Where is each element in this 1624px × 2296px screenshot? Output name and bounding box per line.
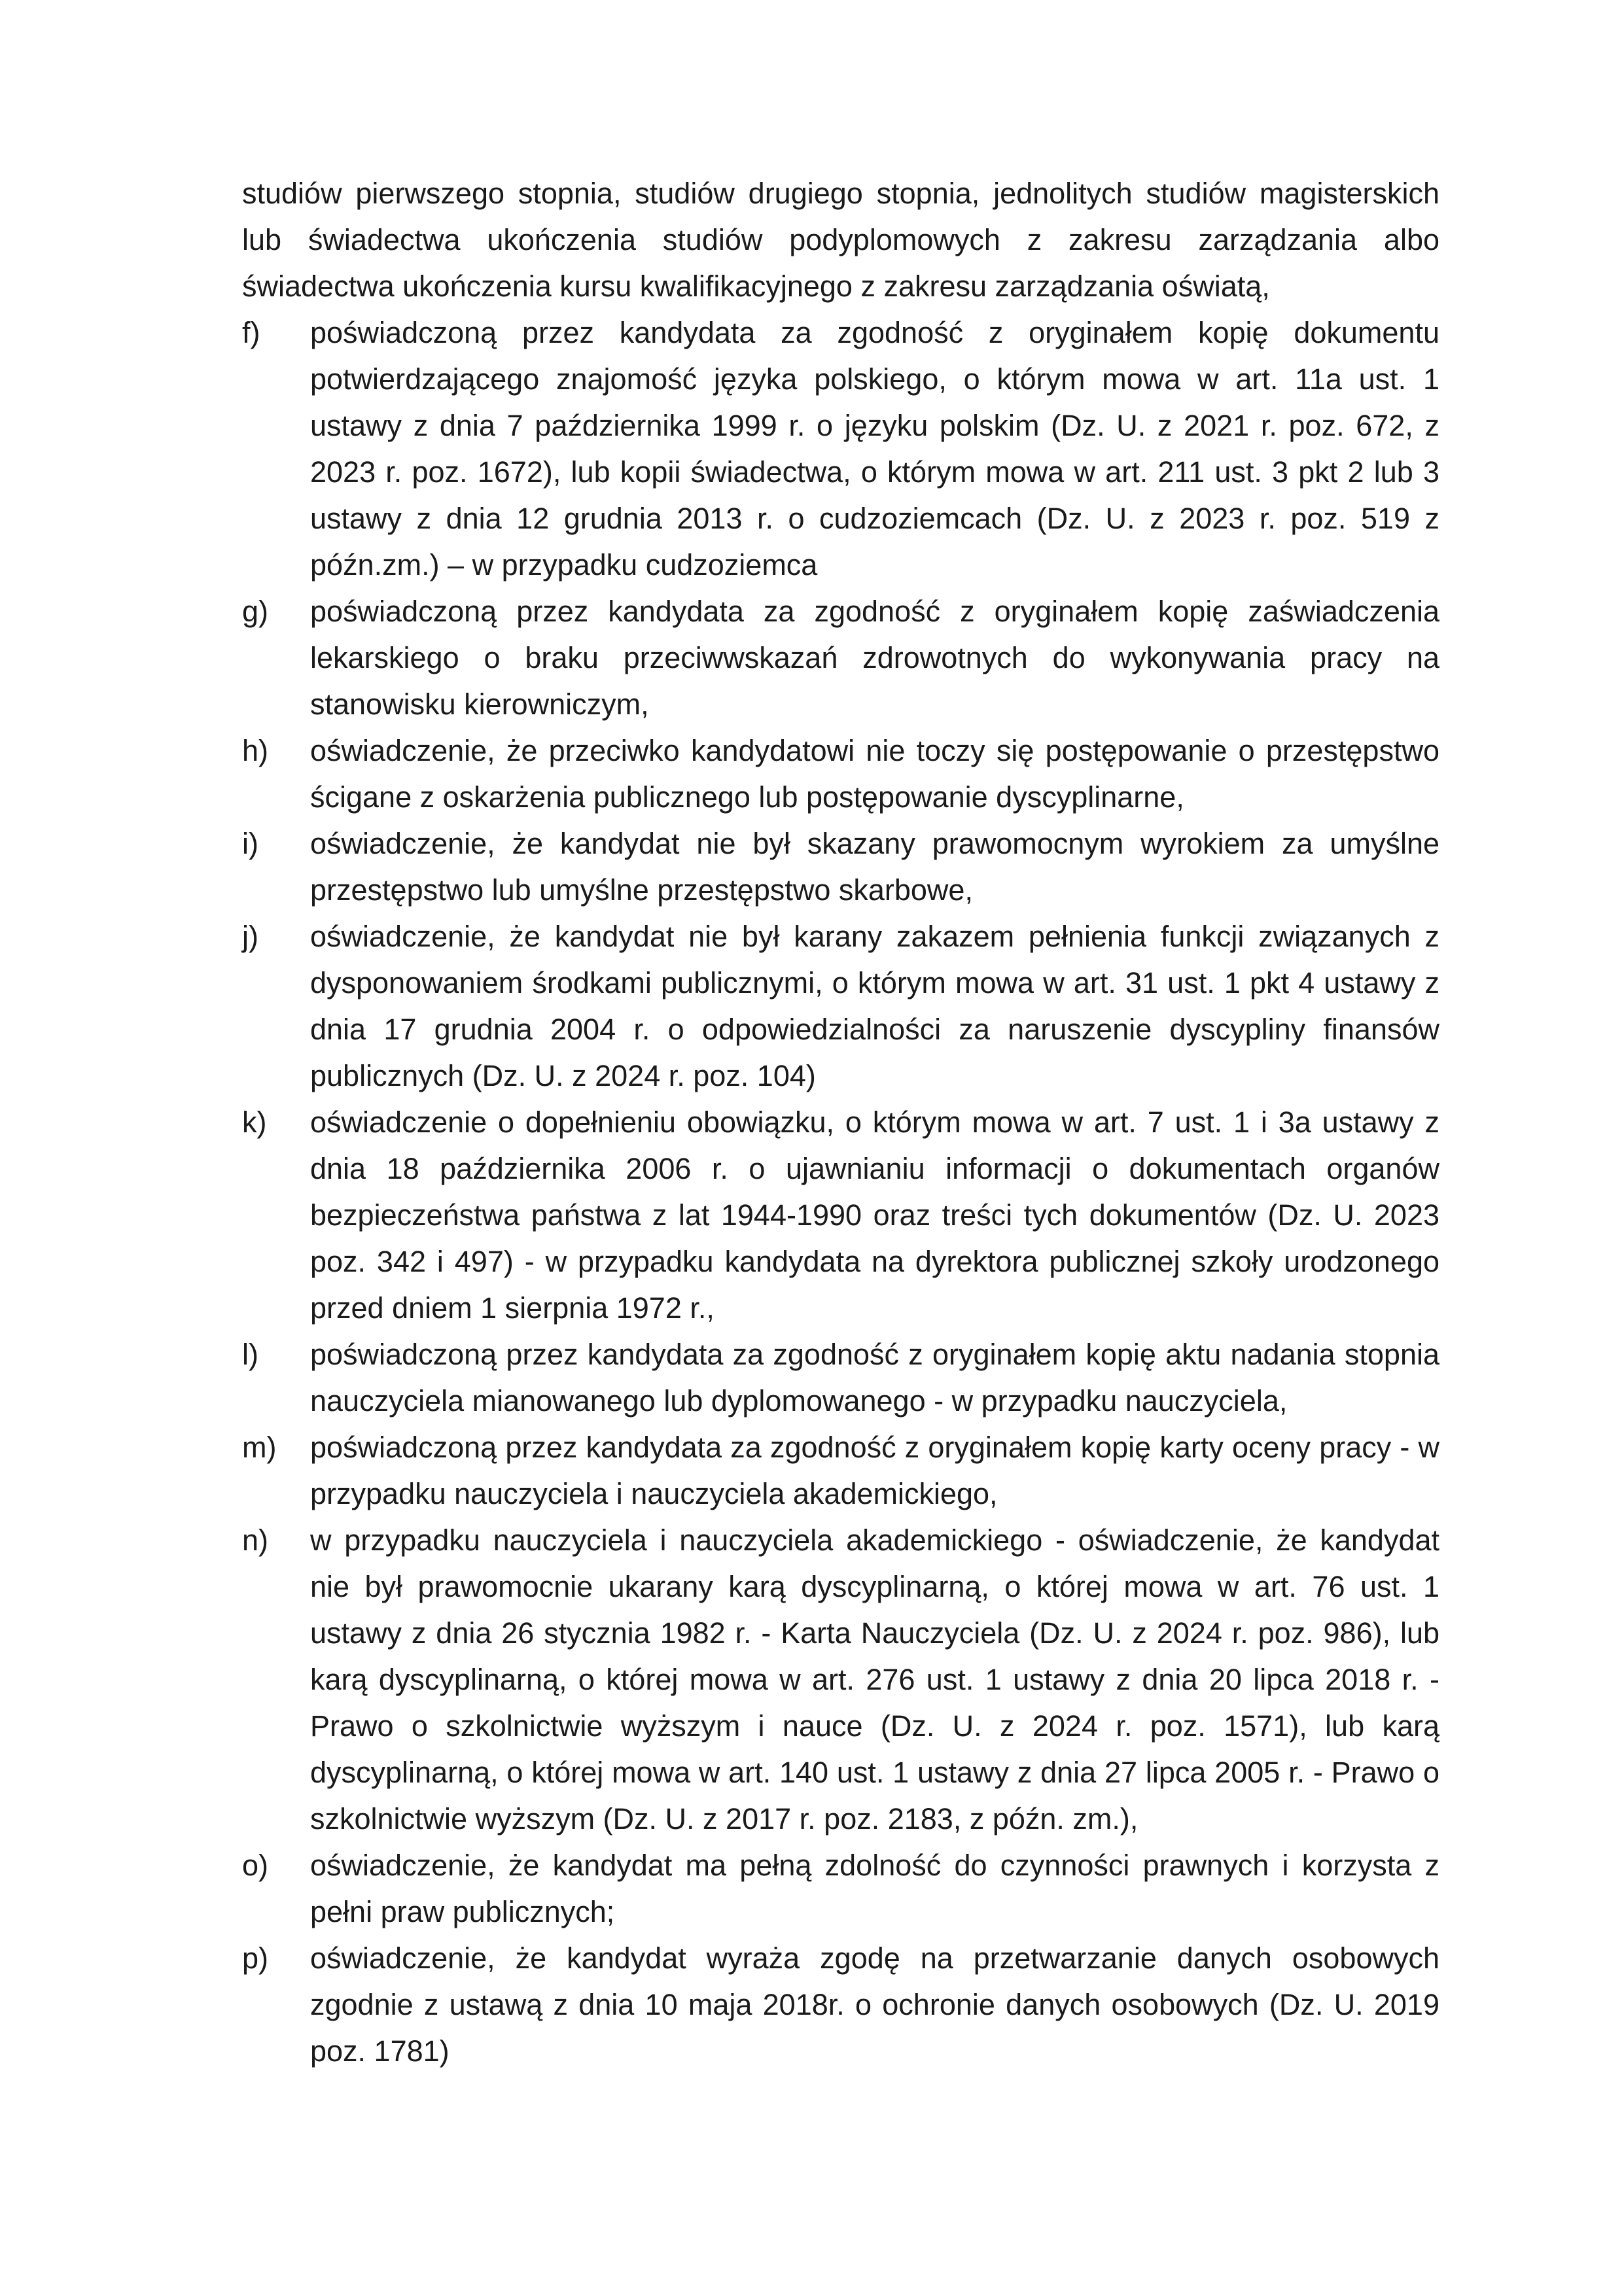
list-marker: j) xyxy=(242,920,258,953)
list-marker: l) xyxy=(242,1338,258,1371)
list-item-text: poświadczoną przez kandydata za zgodność z oryginałem kopię dokumentu potwierdzającego znajomość języka polskiego, o którym mowa w art. 11a ust. 1 ustawy z dnia 7 października 1999 r. o języku polskim (Dz. U. z 2021 r. poz. 672, z 2023 r. poz. 1672), lub kopii świadectwa, o którym mowa w art. 211 ust. 3 pkt 2 lub 3 ustawy z dnia 12 grudnia 2013 r. o cudzoziemcach (Dz. U. z 2023 r. poz. 519 z późn.zm.) – w przypadku cudzoziemca xyxy=(310,316,1439,582)
list-item-text: oświadczenie, że kandydat nie był skazany prawomocnym wyrokiem za umyślne przestępstwo lub umyślne przestępstwo skarbowe, xyxy=(310,827,1439,907)
list-item-text: oświadczenie, że przeciwko kandydatowi nie toczy się postępowanie o przestępstwo ścigane z oskarżenia publicznego lub postępowanie dyscyplinarne, xyxy=(310,734,1439,814)
list-marker: f) xyxy=(242,316,260,349)
list-item-text: poświadczoną przez kandydata za zgodność z oryginałem kopię aktu nadania stopnia nauczyciela mianowanego lub dyplomowanego - w przypadku nauczyciela, xyxy=(310,1338,1439,1418)
list-item-i xyxy=(242,820,1439,913)
list-item-text: w przypadku nauczyciela i nauczyciela akademickiego - oświadczenie, że kandydat nie był prawomocnie ukarany karą dyscyplinarną, o której mowa w art. 76 ust. 1 ustawy z dnia 26 stycznia 1982 r. - Karta Nauczyciela (Dz. U. z 2024 r. poz. 986), lub karą dyscyplinarną, o której mowa w art. 276 ust. 1 ustawy z dnia 20 lipca 2018 r. - Prawo o szkolnictwie wyższym i nauce (Dz. U. z 2024 r. poz. 1571), lub karą dyscyplinarną, o której mowa w art. 140 ust. 1 ustawy z dnia 27 lipca 2005 r. - Prawo o szkolnictwie wyższym (Dz. U. z 2017 r. poz. 2183, z późn. zm.), xyxy=(310,1523,1439,1835)
list-item-m xyxy=(242,1424,1439,1517)
list-marker: h) xyxy=(242,734,269,767)
list-item-n xyxy=(242,1517,1439,1842)
list-marker: n) xyxy=(242,1523,269,1557)
list-marker: o) xyxy=(242,1849,269,1882)
list-item-k xyxy=(242,1099,1439,1331)
list-item-l xyxy=(242,1331,1439,1424)
list-marker: m) xyxy=(242,1431,277,1464)
list-item-g xyxy=(242,588,1439,727)
list-item-p xyxy=(242,1935,1439,2074)
intro-paragraph: studiów pierwszego stopnia, studiów drugiego stopnia, jednolitych studiów magisterskich lub świadectwa ukończenia studiów podyplomowych z zakresu zarządzania albo świadectwa ukończenia kursu kwalifikacyjnego z zakresu zarządzania oświatą, xyxy=(242,177,1439,303)
list-marker: k) xyxy=(242,1105,267,1139)
list-item-text: oświadczenie, że kandydat wyraża zgodę na przetwarzanie danych osobowych zgodnie z ustawą z dnia 10 maja 2018r. o ochronie danych osobowych (Dz. U. 2019 poz. 1781) xyxy=(310,1941,1439,2068)
list-item-text: poświadczoną przez kandydata za zgodność z oryginałem kopię karty oceny pracy - w przypadku nauczyciela i nauczyciela akademickiego, xyxy=(310,1431,1439,1510)
list-item-o xyxy=(242,1842,1439,1935)
list-item-text: poświadczoną przez kandydata za zgodność z oryginałem kopię zaświadczenia lekarskiego o braku przeciwwskazań zdrowotnych do wykonywania pracy na stanowisku kierowniczym, xyxy=(310,595,1439,721)
list-item-text: oświadczenie, że kandydat nie był karany zakazem pełnienia funkcji związanych z dysponowaniem środkami publicznymi, o którym mowa w art. 31 ust. 1 pkt 4 ustawy z dnia 17 grudnia 2004 r. o odpowiedzialności za naruszenie dyscypliny finansów publicznych (Dz. U. z 2024 r. poz. 104) xyxy=(310,920,1439,1092)
list-marker: i) xyxy=(242,827,258,860)
document-body xyxy=(242,170,1439,2074)
list-marker: g) xyxy=(242,595,269,628)
list-item-f xyxy=(242,309,1439,588)
list-item-h xyxy=(242,727,1439,820)
list-marker: p) xyxy=(242,1941,269,1975)
list-item-text: oświadczenie, że kandydat ma pełną zdolność do czynności prawnych i korzysta z pełni praw publicznych; xyxy=(310,1849,1439,1928)
list-item-text: oświadczenie o dopełnieniu obowiązku, o którym mowa w art. 7 ust. 1 i 3a ustawy z dnia 18 października 2006 r. o ujawnianiu informacji o dokumentach organów bezpieczeństwa państwa z lat 1944-1990 oraz treści tych dokumentów (Dz. U. 2023 poz. 342 i 497) - w przypadku kandydata na dyrektora publicznej szkoły urodzonego przed dniem 1 sierpnia 1972 r., xyxy=(310,1105,1439,1325)
list-item-j xyxy=(242,913,1439,1099)
